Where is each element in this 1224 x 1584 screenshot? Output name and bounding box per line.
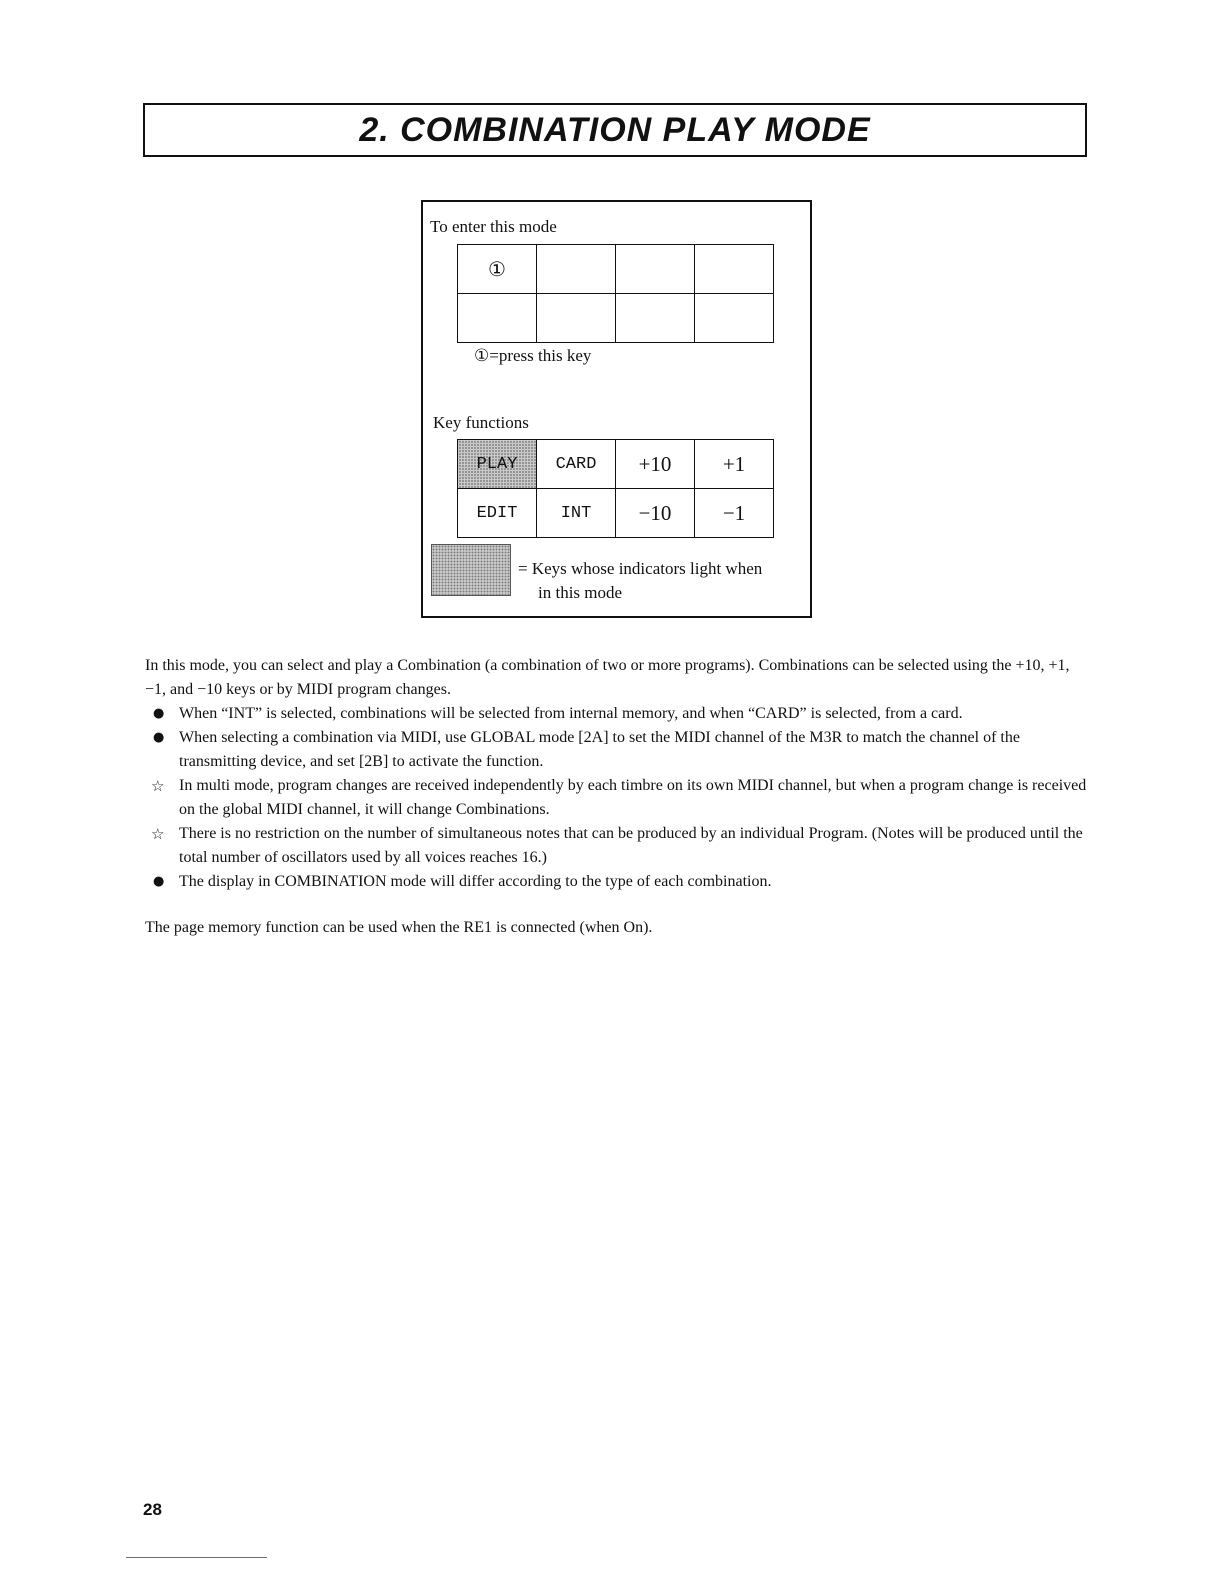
mode-info-box [421, 200, 812, 618]
key-functions-label: Key functions [433, 413, 529, 432]
bottom-rule [126, 1557, 267, 1558]
minus-1-key: −1 [695, 489, 774, 538]
enter-key-grid [457, 244, 774, 343]
list-item [145, 870, 1091, 894]
list-item-text: There is no restriction on the number of simultaneous notes that can be produced by an individual Program. (Notes will be produced until the total number of oscillators used by all voices reaches 16.) [179, 825, 1083, 866]
list-item-text: When “INT” is selected, combinations will be selected from internal memory, and when “CARD” is selected, from a card. [179, 705, 963, 722]
enter-key-2 [537, 245, 616, 294]
bullet-icon: ● [153, 730, 165, 745]
function-key-grid [457, 439, 774, 538]
star-icon: ☆ [151, 777, 165, 795]
card-key: CARD [537, 440, 616, 489]
enter-mode-label: To enter this mode [430, 217, 557, 236]
int-key: INT [537, 489, 616, 538]
list-item-text: When selecting a combination via MIDI, use GLOBAL mode [2A] to set the MIDI channel of the M3R to match the channel of the transmitting device, and set [2B] to activate the function. [179, 729, 1020, 770]
list-item-text: In multi mode, program changes are received independently by each timbre on its own MIDI channel, but when a program change is received on the global MIDI channel, it will change Combinations. [179, 777, 1087, 818]
edit-key: EDIT [458, 489, 537, 538]
list-item [145, 822, 1091, 870]
enter-key-6 [537, 294, 616, 343]
plus-1-key: +1 [695, 440, 774, 489]
body-text [145, 654, 1091, 894]
page-number: 28 [143, 1500, 162, 1519]
legend-text-2: in this mode [538, 583, 623, 602]
enter-key-1: ① [458, 245, 537, 294]
enter-key-5 [458, 294, 537, 343]
enter-key-3 [616, 245, 695, 294]
list-item [145, 726, 1091, 774]
enter-key-8 [695, 294, 774, 343]
enter-key-4 [695, 245, 774, 294]
footer-paragraph: The page memory function can be used when the RE1 is connected (when On). [145, 919, 653, 936]
list-item [145, 774, 1091, 822]
list-item-text: The display in COMBINATION mode will differ according to the type of each combination. [179, 873, 772, 890]
page-title-bar [143, 103, 1087, 157]
minus-10-key: −10 [616, 489, 695, 538]
lit-key-swatch [431, 544, 511, 596]
intro-paragraph: In this mode, you can select and play a Combination (a combination of two or more programs). Combinations can be selected using the +10, +1, −1, and −10 keys or by MIDI program changes. [145, 657, 1070, 698]
star-icon: ☆ [151, 825, 165, 843]
bullet-icon: ● [153, 874, 165, 889]
legend-text-1: = Keys whose indicators light when [518, 559, 763, 578]
plus-10-key: +10 [616, 440, 695, 489]
list-item [145, 702, 1091, 726]
press-key-note: ①=press this key [474, 346, 592, 365]
page-title: 2. COMBINATION PLAY MODE [359, 110, 871, 149]
play-key: PLAY [458, 440, 537, 489]
bullet-icon: ● [153, 706, 165, 721]
enter-key-7 [616, 294, 695, 343]
